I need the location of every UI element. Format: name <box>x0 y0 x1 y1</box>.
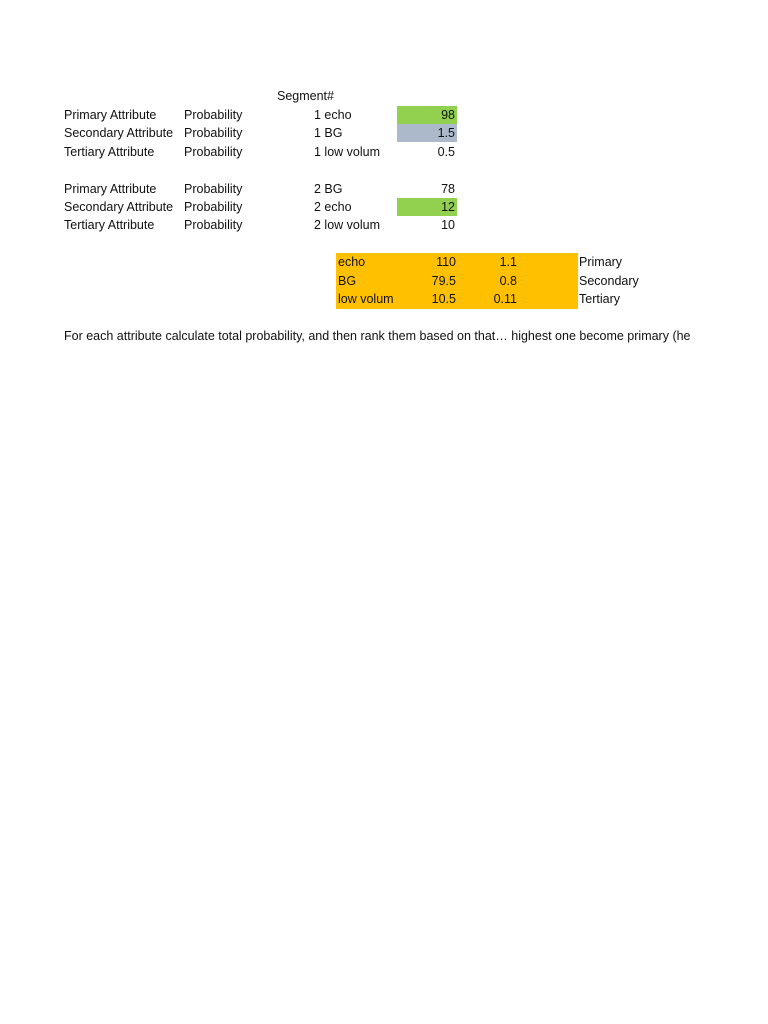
value-cell: 0.5 <box>437 145 455 159</box>
summary-name: BG <box>338 274 357 288</box>
table-row <box>0 124 768 142</box>
summary-row <box>0 253 768 271</box>
header-row <box>0 87 768 105</box>
value-cell: 1.5 <box>397 124 457 142</box>
table-row <box>0 198 768 216</box>
value-cell: 10 <box>441 218 455 232</box>
attribute-label: Primary Attribute <box>64 108 157 122</box>
summary-row <box>0 272 768 290</box>
segment-header: Segment# <box>277 89 334 103</box>
summary-score: 0.11 <box>493 292 517 306</box>
segment-cell: 1 echo <box>314 108 352 122</box>
segment-cell: 2 BG <box>314 182 343 196</box>
value-cell: 98 <box>397 106 457 124</box>
table-row <box>0 216 768 234</box>
measure-label: Probability <box>184 126 243 140</box>
summary-rank: Secondary <box>579 274 639 288</box>
table-row <box>0 143 768 161</box>
attribute-label: Tertiary Attribute <box>64 218 155 232</box>
measure-label: Probability <box>184 145 243 159</box>
segment-cell: 2 echo <box>314 200 352 214</box>
segment-cell: 1 BG <box>314 126 343 140</box>
measure-label: Probability <box>184 218 243 232</box>
summary-name: low volum <box>338 292 394 306</box>
summary-score: 1.1 <box>499 255 517 269</box>
table-row <box>0 106 768 124</box>
measure-label: Probability <box>184 200 243 214</box>
summary-total: 79.5 <box>431 274 456 288</box>
measure-label: Probability <box>184 182 243 196</box>
summary-rank: Primary <box>579 255 623 269</box>
attribute-label: Tertiary Attribute <box>64 145 155 159</box>
summary-rank: Tertiary <box>579 292 620 306</box>
summary-row <box>0 290 768 308</box>
summary-total: 10.5 <box>431 292 456 306</box>
summary-total: 110 <box>436 255 456 269</box>
summary-name: echo <box>338 255 366 269</box>
value-cell: 78 <box>441 182 455 196</box>
instruction-note: For each attribute calculate total probability, and then rank them based on that… highest one become primary (he <box>64 329 691 343</box>
value-cell: 12 <box>397 198 457 216</box>
summary-score: 0.8 <box>499 274 517 288</box>
attribute-label: Secondary Attribute <box>64 200 174 214</box>
segment-cell: 2 low volum <box>314 218 380 232</box>
attribute-label: Secondary Attribute <box>64 126 174 140</box>
attribute-label: Primary Attribute <box>64 182 157 196</box>
table-row <box>0 180 768 198</box>
measure-label: Probability <box>184 108 243 122</box>
segment-cell: 1 low volum <box>314 145 380 159</box>
